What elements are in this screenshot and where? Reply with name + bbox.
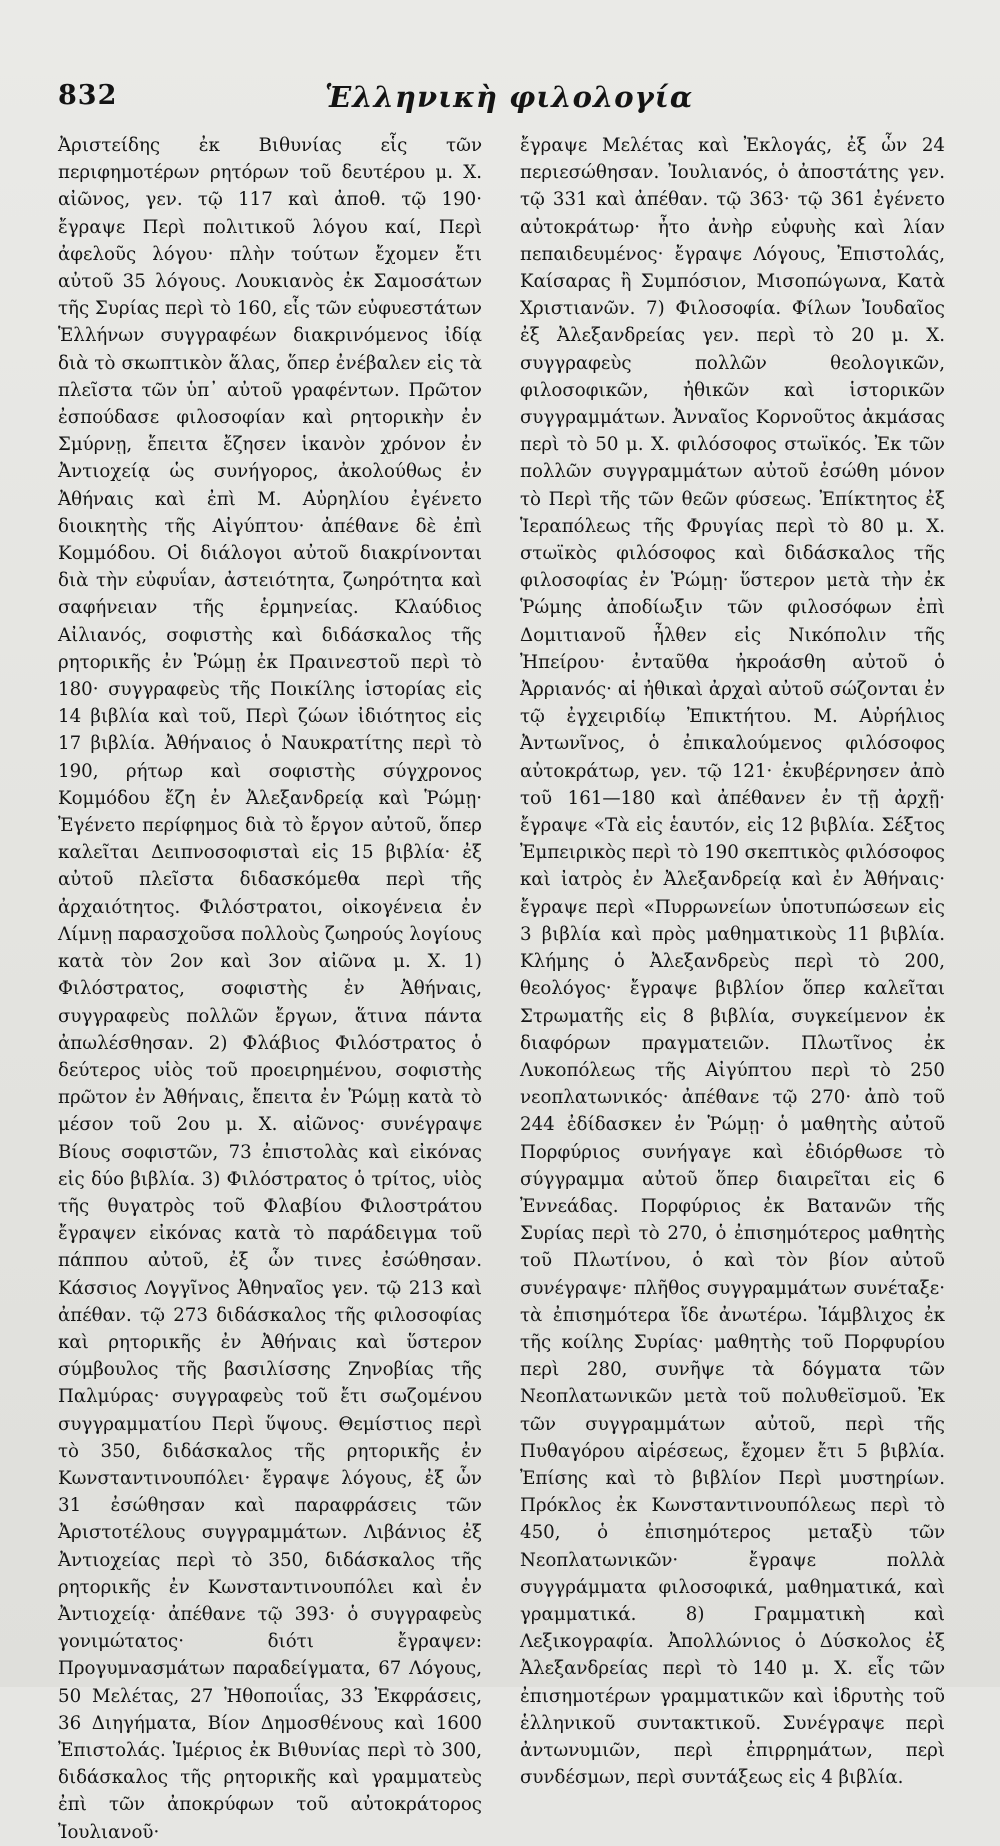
page-header: [58, 80, 960, 120]
left-column-text: Ἀριστείδης ἐκ Βιθυνίας εἷς τῶν περιφημοτέρων ρητόρων τοῦ δευτέρου μ. Χ. αἰῶνος, γεν. τῷ 117 καὶ ἀποθ. τῷ 190· ἔγραψε Περὶ πολιτικοῦ λόγου καί, Περὶ ἀφελοῦς λόγου· πλὴν τούτων ἔχομεν ἔτι αὐτοῦ 35 λόγους. Λουκιανὸς ἐκ Σαμοσάτων τῆς Συρίας περὶ τὸ 160, εἷς τῶν εὐφυεστάτων Ἑλλήνων συγγραφέων διακρινόμενος ἰδίᾳ διὰ τὸ σκωπτικὸν ἅλας, ὅπερ ἐνέβαλεν εἰς τὰ πλεῖστα τῶν ὑπ᾿ αὐτοῦ γραφέντων. Πρῶτον ἐσπούδασε φιλοσοφίαν καὶ ρητορικὴν ἐν Σμύρνῃ, ἔπειτα ἔζησεν ἱκανὸν χρόνον ἐν Ἀντιοχείᾳ ὡς συνήγορος, ἀκολούθως ἐν Ἀθήναις καὶ ἐπὶ Μ. Αὐρηλίου ἐγένετο διοικητὴς τῆς Αἰγύπτου· ἀπέθανε δὲ ἐπὶ Κομμόδου. Οἱ διάλογοι αὐτοῦ διακρίνονται διὰ τὴν εὐφυΐαν, ἀστειότητα, ζωηρότητα καὶ σαφήνειαν τῆς ἑρμηνείας. Κλαύδιος Αἰλιανός, σοφιστὴς καὶ διδάσκαλος τῆς ρητορικῆς ἐν Ῥώμῃ ἐκ Πραινεστοῦ περὶ τὸ 180· συγγραφεὺς τῆς Ποικίλης ἱστορίας εἰς 14 βιβλία καὶ τοῦ, Περὶ ζώων ἰδιότητος εἰς 17 βιβλία. Ἀθήναιος ὁ Ναυκρατίτης περὶ τὸ 190, ρήτωρ καὶ σοφιστὴς σύγχρονος Κομμόδου ἔζη ἐν Ἀλεξανδρείᾳ καὶ Ῥώμῃ· Ἐγένετο περίφημος διὰ τὸ ἔργον αὐτοῦ, ὅπερ καλεῖται Δειπνοσοφισταὶ εἰς 15 βιβλία· ἐξ αὐτοῦ πλεῖστα διδασκόμεθα περὶ τῆς ἀρχαιότητος. Φιλόστρατοι, οἰκογένεια ἐν Λίμνῃ παρασχοῦσα πολλοὺς ζωηρούς λογίους κατὰ τὸν 2ον καὶ 3ον αἰῶνα μ. Χ. 1) Φιλόστρατος, σοφιστὴς ἐν Ἀθήναις, συγγραφεὺς πολλῶν ἔργων, ἅτινα πάντα ἀπωλέσθησαν. 2) Φλάβιος Φιλόστρατος ὁ δεύτερος υἱὸς τοῦ προειρημένου, σοφιστὴς πρῶτον ἐν Ἀθήναις, ἔπειτα ἐν Ῥώμῃ κατὰ τὸ μέσον τοῦ 2ου μ. Χ. αἰῶνος· συνέγραψε Βίους σοφιστῶν, 73 ἐπιστολὰς καὶ εἰκόνας εἰς δύο βιβλία. 3) Φιλόστρατος ὁ τρίτος, υἱὸς τῆς θυγατρὸς τοῦ Φλαβίου Φιλοστράτου ἔγραψεν εἰκόνας κατὰ τὸ παράδειγμα τοῦ πάππου αὐτοῦ, ἐξ ὧν τινες ἐσώθησαν. Κάσσιος Λογγῖνος Ἀθηναῖος γεν. τῷ 213 καὶ ἀπέθαν. τῷ 273 διδάσκαλος τῆς φιλοσοφίας καὶ ρητορικῆς ἐν Ἀθήναις καὶ ὕστερον σύμβουλος τῆς βασιλίσσης Ζηνοβίας τῆς Παλμύρας· συγγραφεὺς τοῦ ἔτι σωζομένου συγγραμματίου Περὶ ὕψους. Θεμίστιος περὶ τὸ 350, διδάσκαλος τῆς ρητορικῆς ἐν Κωνσταντινουπόλει· ἔγραψε λόγους, ἐξ ὧν 31 ἐσώθησαν καὶ παραφράσεις τῶν Ἀριστοτέλους συγγραμμάτων. Λιβάνιος ἐξ Ἀντιοχείας περὶ τὸ 350, διδάσκαλος τῆς ρητορικῆς ἐν Κωνσταντινουπόλει καὶ ἐν Ἀντιοχείᾳ· ἀπέθανε τῷ 393· ὁ συγγραφεὺς γονιμώτατος· διότι ἔγραψεν: Προγυμνασμάτων παραδείγματα, 67 Λόγους, 50 Μελέτας, 27 Ἠθοποιΐας, 33 Ἐκφράσεις, 36 Διηγήματα, Βίον Δημοσθένους καὶ 1600 Ἐπιστολάς. Ἱμέριος ἐκ Βιθυνίας περὶ τὸ 300, διδάσκαλος τῆς ρητορικῆς καὶ γραμματεὺς ἐπὶ τῶν ἀποκρύφων τοῦ αὐτοκράτορος Ἰουλιανοῦ·: [58, 135, 482, 1843]
running-title: Ἑλληνικὴ φιλολογία: [324, 80, 694, 114]
page-number: 832: [58, 80, 118, 111]
right-column-text: ἔγραψε Μελέτας καὶ Ἐκλογάς, ἐξ ὧν 24 περιεσώθησαν. Ἰουλιανός, ὁ ἀποστάτης γεν. τῷ 331 καὶ ἀπέθαν. τῷ 363· τῷ 361 ἐγένετο αὐτοκράτωρ· ἦτο ἀνὴρ εὐφυὴς καὶ λίαν πεπαιδευμένος· ἔγραψε Λόγους, Ἐπιστολάς, Καίσαρας ἢ Συμπόσιον, Μισοπώγωνα, Κατὰ Χριστιανῶν. 7) Φιλοσοφία. Φίλων Ἰουδαῖος ἐξ Ἀλεξανδρείας γεν. περὶ τὸ 20 μ. Χ. συγγραφεὺς πολλῶν θεολογικῶν, φιλοσοφικῶν, ἠθικῶν καὶ ἱστορικῶν συγγραμμάτων. Ἀνναῖος Κορνοῦτος ἀκμάσας περὶ τὸ 50 μ. Χ. φιλόσοφος στωϊκός. Ἐκ τῶν πολλῶν συγγραμμάτων αὐτοῦ ἐσώθη μόνον τὸ Περὶ τῆς τῶν θεῶν φύσεως. Ἐπίκτητος ἐξ Ἱεραπόλεως τῆς Φρυγίας περὶ τὸ 80 μ. Χ. στωϊκὸς φιλόσοφος καὶ διδάσκαλος τῆς φιλοσοφίας ἐν Ῥώμῃ· ὕστερον μετὰ τὴν ἐκ Ῥώμης ἀποδίωξιν τῶν φιλοσόφων ἐπὶ Δομιτιανοῦ ἦλθεν εἰς Νικόπολιν τῆς Ἠπείρου· ἐνταῦθα ἠκροάσθη αὐτοῦ ὁ Ἀρριανός· αἱ ἠθικαὶ ἀρχαὶ αὐτοῦ σώζονται ἐν τῷ ἐγχειριδίῳ Ἐπικτήτου. Μ. Αὐρήλιος Ἀντωνῖνος, ὁ ἐπικαλούμενος φιλόσοφος αὐτοκράτωρ, γεν. τῷ 121· ἐκυβέρνησεν ἀπὸ τοῦ 161—180 καὶ ἀπέθανεν ἐν τῇ ἀρχῇ· ἔγραψε «Τὰ εἰς ἑαυτόν, εἰς 12 βιβλία. Σέξτος Ἐμπειρικὸς περὶ τὸ 190 σκεπτικὸς φιλόσοφος καὶ ἰατρὸς ἐν Ἀλεξανδρείᾳ καὶ ἐν Ἀθήναις· ἔγραψε περὶ «Πυρρωνείων ὑποτυπώσεων εἰς 3 βιβλία καὶ πρὸς μαθηματικοὺς 11 βιβλία. Κλήμης ὁ Ἀλεξανδρεὺς περὶ τὸ 200, θεολόγος· ἔγραψε βιβλίον ὅπερ καλεῖται Στρωματῆς εἰς 8 βιβλία, συγκείμενον ἐκ διαφόρων πραγματειῶν. Πλωτῖνος ἐκ Λυκοπόλεως τῆς Αἰγύπτου περὶ τὸ 250 νεοπλατωνικός· ἀπέθανε τῷ 270· ἀπὸ τοῦ 244 ἐδίδασκεν ἐν Ῥώμῃ· ὁ μαθητὴς αὐτοῦ Πορφύριος συνήγαγε καὶ ἐδιόρθωσε τὸ σύγγραμμα αὐτοῦ ὅπερ διαιρεῖται εἰς 6 Ἐννεάδας. Πορφύριος ἐκ Βατανῶν τῆς Συρίας περὶ τὸ 270, ὁ ἐπισημότερος μαθητὴς τοῦ Πλωτίνου, ὁ καὶ τὸν βίον αὐτοῦ συνέγραψε· πλῆθος συγγραμμάτων συνέταξε· τὰ ἐπισημότερα ἴδε ἀνωτέρω. Ἰάμβλιχος ἐκ τῆς κοίλης Συρίας· μαθητὴς τοῦ Πορφυρίου περὶ 280, συνῆψε τὰ δόγματα τῶν Νεοπλατωνικῶν μετὰ τοῦ πολυθεϊσμοῦ. Ἐκ τῶν συγγραμμάτων αὐτοῦ, περὶ τῆς Πυθαγόρου αἱρέσεως, ἔχομεν ἔτι 5 βιβλία. Ἐπίσης καὶ τὸ βιβλίον Περὶ μυστηρίων. Πρόκλος ἐκ Κωνσταντινουπόλεως περὶ τὸ 450, ὁ ἐπισημότερος μεταξὺ τῶν Νεοπλατωνικῶν· ἔγραψε πολλὰ συγγράμματα φιλοσοφικά, μαθηματικά, καὶ γραμματικά. 8) Γραμματικὴ καὶ Λεξικογραφία. Ἀπολλώνιος ὁ Δύσκολος ἐξ Ἀλεξανδρείας περὶ τὸ 140 μ. Χ. εἷς τῶν ἐπισημοτέρων γραμματικῶν καὶ ἱδρυτὴς τοῦ ἑλληνικοῦ συντακτικοῦ. Συνέγραψε περὶ ἀντωνυμιῶν, περὶ ἐπιρρημάτων, περὶ συνδέσμων, περὶ συντάξεως εἰς 4 βιβλία.: [520, 135, 945, 1789]
